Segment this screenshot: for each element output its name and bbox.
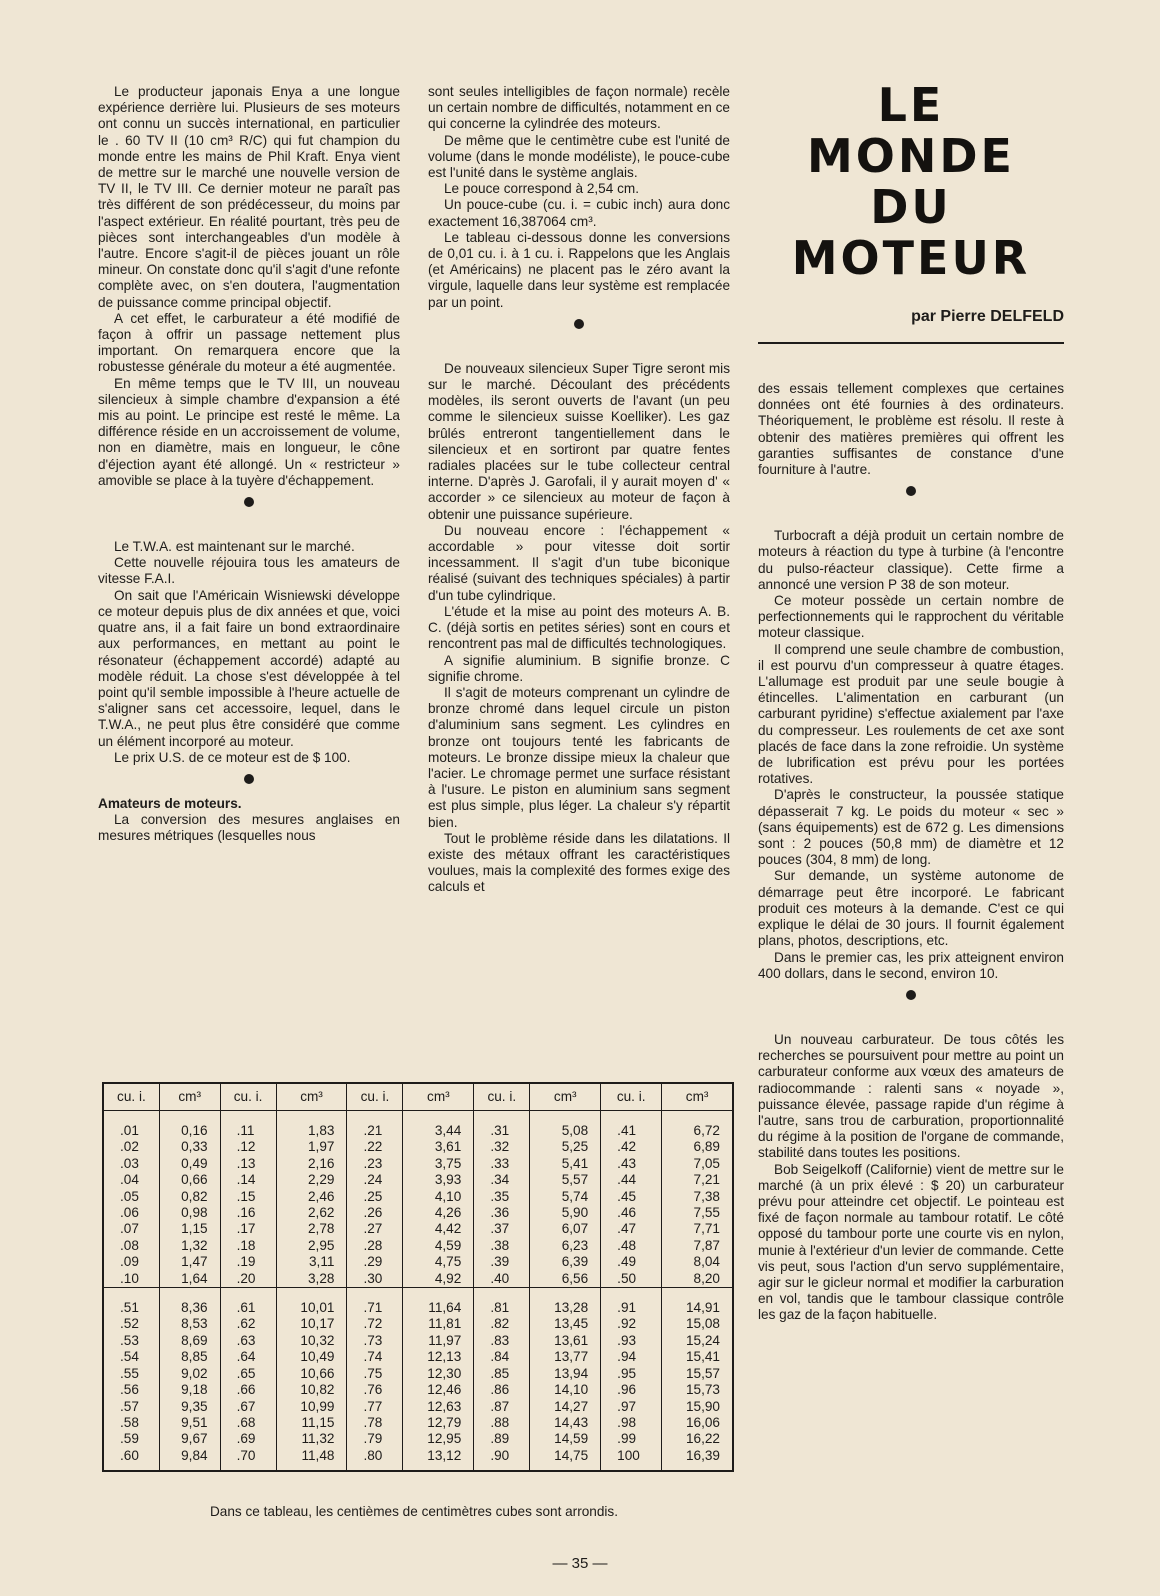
cubic-inch-cell: .99 <box>601 1431 662 1447</box>
cubic-inch-cell: .06 <box>120 1205 139 1221</box>
cubic-cm-cell: 10,17 <box>276 1316 347 1332</box>
column-header: cm³ <box>530 1084 601 1111</box>
paragraph: Le producteur japonais Enya a une longue expérience derrière lui. Plusieurs de ses moteurs ont connu un succès international, en particulier le . 60 TV II (10 cm³ R/C) qui fut champion du monde entre les mains de Phil Kraft. Enya vient de mettre sur le marché une nouvelle version de TV II, le TV III. Ce dernier moteur ne paraît pas très différent de son prédécesseur, du moins par l'aspect extérieur. En réalité pourtant, très peu de pièces sont interchangeables d'un modèle à l'autre. Encore s'agit-il de pièces jouant un rôle mineur. On constate donc qu'il s'agit d'une refonte complète avec, on s'en doutera, l'augmentation de puissance comme principal objectif. <box>98 84 400 310</box>
cubic-cm-cell: 12,30 <box>403 1366 474 1382</box>
cubic-inch-cell: .36 <box>474 1205 530 1221</box>
cubic-inch-cell: .74 <box>347 1349 403 1365</box>
paragraph: Cette nouvelle réjouira tous les amateurs de vitesse F.A.I. <box>98 555 400 587</box>
cubic-cm-cell: 9,18 <box>159 1382 220 1398</box>
cubic-cm-cell: 4,59 <box>403 1238 474 1254</box>
cubic-cm-cell: 4,75 <box>403 1254 474 1270</box>
page-number: — 35 — <box>552 1555 608 1572</box>
cubic-cm-cell: 10,82 <box>276 1382 347 1398</box>
section-bullet <box>906 990 916 1000</box>
table-row <box>104 1221 732 1237</box>
cubic-cm-cell: 11,81 <box>403 1316 474 1332</box>
cubic-inch-cell: .85 <box>474 1366 530 1382</box>
cubic-inch-cell: .01 <box>120 1123 139 1138</box>
cubic-inch-cell: .10 <box>104 1271 159 1288</box>
paragraph: L'étude et la mise au point des moteurs A. B. C. (déjà sortis en petites séries) sont en cours et rencontrent pas mal de difficultés technologiques. <box>428 603 730 652</box>
cubic-inch-cell: .08 <box>120 1237 139 1253</box>
title-line: MONDE <box>807 129 1015 183</box>
cubic-inch-cell: .34 <box>474 1172 530 1188</box>
cubic-inch-cell: .38 <box>474 1238 530 1254</box>
cubic-inch-cell: .24 <box>347 1172 403 1188</box>
table-row <box>104 1431 732 1447</box>
cubic-inch-cell: .54 <box>120 1349 139 1365</box>
cubic-inch-cell: .09 <box>120 1254 139 1270</box>
cubic-cm-cell: 3,44 <box>403 1123 474 1139</box>
cubic-inch-cell: .04 <box>120 1172 139 1188</box>
cubic-inch-cell: .43 <box>601 1156 662 1172</box>
cubic-inch-cell: .42 <box>601 1139 662 1155</box>
column-header: cm³ <box>276 1084 347 1111</box>
cubic-inch-cell: .19 <box>220 1254 276 1270</box>
cubic-inch-cell: .76 <box>347 1382 403 1398</box>
cubic-inch-cell: .48 <box>601 1238 662 1254</box>
paragraph: Dans le premier cas, les prix atteignent environ 400 dollars, dans le second, environ 10. <box>758 949 1064 981</box>
cubic-inch-cell: .45 <box>601 1189 662 1205</box>
paragraph: sont seules intelligibles de façon normale) recèle un certain nombre de difficultés, notamment en ce qui concerne la cylindrée des moteurs. <box>428 84 730 132</box>
table-row <box>104 1189 732 1205</box>
cubic-cm-cell: 11,32 <box>276 1431 347 1447</box>
cubic-cm-cell: 9,51 <box>159 1415 220 1431</box>
cubic-cm-cell: 16,39 <box>662 1448 732 1470</box>
cubic-cm-cell: 7,55 <box>662 1205 732 1221</box>
cubic-inch-cell: .02 <box>120 1139 139 1155</box>
cubic-inch-cell: .20 <box>220 1271 276 1288</box>
table-row <box>104 1399 732 1415</box>
table-row <box>104 1139 732 1155</box>
paragraph: Bob Seigelkoff (Californie) vient de mettre sur le marché (à un prix élevé : $ 20) un carburateur prévu pour atteindre cet objectif. Le pointeau est fixé de façon normale au tambour rotatif. Le côté opposé du tambour porte une courte vis en nylon, munie à l'extérieur d'un levier de commande. Cette vis peut, sous l'action d'un servo supplémentaire, agir sur le gicleur normal et modifier la carburation en vol, tandis que le tambour classique contrôle les gaz de la façon habituelle. <box>758 1161 1064 1323</box>
table-row <box>104 1271 732 1288</box>
section-bullet <box>906 486 916 496</box>
column-header: cm³ <box>662 1084 732 1111</box>
cubic-cm-cell: 15,90 <box>662 1399 732 1415</box>
cubic-cm-cell: 1,64 <box>159 1271 220 1288</box>
cubic-cm-cell: 4,26 <box>403 1205 474 1221</box>
cubic-inch-cell: .68 <box>220 1415 276 1431</box>
cubic-inch-cell: .03 <box>120 1155 139 1171</box>
cubic-cm-cell: 0,98 <box>159 1205 220 1221</box>
table-header-row <box>104 1084 732 1111</box>
cubic-cm-cell: 15,41 <box>662 1349 732 1365</box>
paragraph: des essais tellement complexes que certaines données ont été fournies à des ordinateurs. Théoriquement, le problème est résolu. Il reste à obtenir des matières premières qui offrent les garanties suffisantes de constance d'une fourniture à l'autre. <box>758 381 1064 478</box>
paragraph: On sait que l'Américain Wisniewski développe ce moteur depuis plus de dix années et que, voici quatre ans, il a fait faire un bond extraordinaire aux performances, en mettant au point le résonateur (échappement accordé) adapté au modèle réduit. La chose s'est développée à tel point qu'il semble impossible à l'heure actuelle de s'aligner sans cet accessoire, lequel, dans le T.W.A., ne peut plus être considéré que comme un élément incorporé au moteur. <box>98 587 400 749</box>
cubic-inch-cell: .75 <box>347 1366 403 1382</box>
cubic-cm-cell: 8,85 <box>159 1349 220 1365</box>
table-spacer <box>104 1288 732 1301</box>
table-row <box>104 1316 732 1332</box>
cubic-cm-cell: 3,75 <box>403 1156 474 1172</box>
paragraph: Ce moteur possède un certain nombre de perfectionnements qui le rapprochent du véritable moteur classique. <box>758 593 1064 641</box>
paragraph: Le tableau ci-dessous donne les conversions de 0,01 cu. i. à 1 cu. i. Rappelons que les Anglais (et Américains) ne placent pas le zéro avant la virgule, laquelle dans leur système est remplacée par un point. <box>428 229 730 310</box>
cubic-cm-cell: 8,36 <box>159 1300 220 1316</box>
cubic-inch-cell: .35 <box>474 1189 530 1205</box>
section-bullet <box>574 319 584 329</box>
cubic-inch-cell: .30 <box>347 1271 403 1288</box>
cubic-inch-cell: .71 <box>347 1300 403 1316</box>
table-row <box>104 1238 732 1254</box>
paragraph: D'après le constructeur, la poussée statique dépasserait 7 kg. Le poids du moteur « sec » (sans équipements) est de 672 g. Les dimensions sont : 2 pouces (50,8 mm) de diamètre et 12 pouces (304, 8 mm) de long. <box>758 787 1064 868</box>
cubic-inch-cell: .40 <box>474 1271 530 1288</box>
cubic-inch-cell: .27 <box>347 1221 403 1237</box>
cubic-inch-cell: .39 <box>474 1254 530 1270</box>
cubic-cm-cell: 14,27 <box>530 1399 601 1415</box>
byline: par Pierre DELFELD <box>911 308 1064 325</box>
cubic-inch-cell: .92 <box>601 1316 662 1332</box>
cubic-cm-cell: 15,57 <box>662 1366 732 1382</box>
cubic-cm-cell: 11,48 <box>276 1448 347 1470</box>
cubic-cm-cell: 13,12 <box>403 1448 474 1470</box>
paragraph: A cet effet, le carburateur a été modifié de façon à offrir un passage nettement plus important. On remarquera encore que la robustesse générale du moteur a été augmentée. <box>98 310 400 375</box>
cubic-cm-cell: 9,02 <box>159 1366 220 1382</box>
cubic-cm-cell: 10,49 <box>276 1349 347 1365</box>
table-caption: Dans ce tableau, les centièmes de centimètres cubes sont arrondis. <box>209 1504 619 1519</box>
cubic-inch-cell: .51 <box>120 1300 139 1316</box>
cubic-inch-cell: .70 <box>220 1448 276 1470</box>
cubic-inch-cell: .84 <box>474 1349 530 1365</box>
table-row <box>104 1156 732 1172</box>
cubic-inch-cell: .46 <box>601 1205 662 1221</box>
table-row <box>104 1448 732 1470</box>
cubic-cm-cell: 14,10 <box>530 1382 601 1398</box>
paragraph: Du nouveau encore : l'échappement « accordable » pour vitesse doit sortir incessamment. Il s'agit d'un tube biconique réalisé (suivant des techniques spéciales) à partir d'un tube cylindrique. <box>428 522 730 603</box>
cubic-inch-cell: .47 <box>601 1221 662 1237</box>
title-line: MOTEUR <box>791 231 1031 285</box>
cubic-inch-cell: .78 <box>347 1415 403 1431</box>
cubic-cm-cell: 0,82 <box>159 1189 220 1205</box>
cubic-cm-cell: 14,91 <box>662 1300 732 1316</box>
cubic-cm-cell: 2,95 <box>276 1238 347 1254</box>
cubic-inch-cell: .15 <box>220 1189 276 1205</box>
cubic-inch-cell: .72 <box>347 1316 403 1332</box>
cubic-cm-cell: 6,72 <box>662 1123 732 1139</box>
cubic-cm-cell: 14,43 <box>530 1415 601 1431</box>
cubic-cm-cell: 9,84 <box>159 1448 220 1470</box>
cubic-cm-cell: 10,99 <box>276 1399 347 1415</box>
cubic-inch-cell: .33 <box>474 1156 530 1172</box>
column-header: cu. i. <box>104 1084 159 1111</box>
cubic-cm-cell: 6,23 <box>530 1238 601 1254</box>
table-row <box>104 1366 732 1382</box>
cubic-inch-cell: .12 <box>220 1139 276 1155</box>
paragraph: Un pouce-cube (cu. i. = cubic inch) aura donc exactement 16,387064 cm³. <box>428 197 730 229</box>
cubic-inch-cell: .44 <box>601 1172 662 1188</box>
cubic-inch-cell: .28 <box>347 1238 403 1254</box>
cubic-cm-cell: 0,49 <box>159 1156 220 1172</box>
cubic-inch-cell: .88 <box>474 1415 530 1431</box>
column-header: cu. i. <box>474 1084 530 1111</box>
cubic-cm-cell: 0,33 <box>159 1139 220 1155</box>
cubic-inch-cell: .32 <box>474 1139 530 1155</box>
cubic-cm-cell: 14,59 <box>530 1431 601 1447</box>
cubic-cm-cell: 15,73 <box>662 1382 732 1398</box>
cubic-cm-cell: 7,05 <box>662 1156 732 1172</box>
cubic-inch-cell: .67 <box>220 1399 276 1415</box>
cubic-inch-cell: .22 <box>347 1139 403 1155</box>
cubic-cm-cell: 3,61 <box>403 1139 474 1155</box>
cubic-inch-cell: .37 <box>474 1221 530 1237</box>
paragraph: La conversion des mesures anglaises en mesures métriques (lesquelles nous <box>98 812 400 844</box>
title-rule <box>758 342 1064 344</box>
table-row <box>104 1382 732 1398</box>
cubic-inch-cell: .50 <box>601 1271 662 1288</box>
cubic-cm-cell: 5,25 <box>530 1139 601 1155</box>
table-body <box>104 1111 732 1471</box>
cubic-inch-cell: .21 <box>347 1123 403 1139</box>
cubic-cm-cell: 2,62 <box>276 1205 347 1221</box>
cubic-cm-cell: 6,56 <box>530 1271 601 1288</box>
cubic-cm-cell: 5,90 <box>530 1205 601 1221</box>
paragraph: De même que le centimètre cube est l'unité de volume (dans le monde modéliste), le pouce-cube est l'unité dans le système anglais. <box>428 132 730 181</box>
cubic-cm-cell: 5,57 <box>530 1172 601 1188</box>
cubic-inch-cell: .61 <box>220 1300 276 1316</box>
paragraph: A signifie aluminium. B signifie bronze. C signifie chrome. <box>428 652 730 684</box>
cubic-cm-cell: 5,08 <box>530 1123 601 1139</box>
cubic-cm-cell: 9,35 <box>159 1399 220 1415</box>
cubic-cm-cell: 7,87 <box>662 1238 732 1254</box>
cubic-cm-cell: 11,64 <box>403 1300 474 1316</box>
cubic-inch-cell: .66 <box>220 1382 276 1398</box>
cubic-cm-cell: 13,94 <box>530 1366 601 1382</box>
cubic-inch-cell: .79 <box>347 1431 403 1447</box>
cubic-inch-cell: .89 <box>474 1431 530 1447</box>
cubic-inch-cell: .14 <box>220 1172 276 1188</box>
cubic-inch-cell: .56 <box>120 1382 139 1398</box>
title-line: DU <box>870 180 952 234</box>
cubic-inch-cell: .62 <box>220 1316 276 1332</box>
column-header: cm³ <box>403 1084 474 1111</box>
paragraph: Un nouveau carburateur. De tous côtés les recherches se poursuivent pour mettre au point un carburateur conforme aux vœux des amateurs de radiocommande : ralenti sans « noyade », puissance élevée, passage rapide d'un régime à l'autre, sans trou de carburation, proportionnalité du régime à la position de l'organe de commande, stabilité dans toutes les positions. <box>758 1031 1064 1161</box>
cubic-inch-cell: .97 <box>601 1399 662 1415</box>
cubic-inch-cell: .80 <box>347 1448 403 1470</box>
table-row <box>104 1300 732 1316</box>
cubic-cm-cell: 1,32 <box>159 1238 220 1254</box>
section-subhead: Amateurs de moteurs. <box>98 795 242 811</box>
conversion-table <box>102 1082 734 1472</box>
cubic-cm-cell: 8,69 <box>159 1333 220 1349</box>
cubic-cm-cell: 3,11 <box>276 1254 347 1270</box>
paragraph: De nouveaux silencieux Super Tigre seront mis sur le marché. Découlant des précédents modèles, ils seront ouverts de l'avant (un peu comme le silencieux suisse Koelliker). Les gaz brûlés entreront tangentiellement dans le silencieux et en sortiront par quatre fentes radiales placées sur le tube collecteur central interne. D'après J. Garofali, il y aurait moyen d' « accorder » ce silencieux au moteur de façon à obtenir une puissance supérieure. <box>428 360 730 522</box>
cubic-cm-cell: 1,15 <box>159 1221 220 1237</box>
cubic-inch-cell: .26 <box>347 1205 403 1221</box>
cubic-cm-cell: 16,22 <box>662 1431 732 1447</box>
cubic-cm-cell: 10,32 <box>276 1333 347 1349</box>
cubic-cm-cell: 10,66 <box>276 1366 347 1382</box>
cubic-cm-cell: 7,71 <box>662 1221 732 1237</box>
cubic-inch-cell: .93 <box>601 1333 662 1349</box>
cubic-inch-cell: .69 <box>220 1431 276 1447</box>
cubic-cm-cell: 1,97 <box>276 1139 347 1155</box>
cubic-inch-cell: .16 <box>220 1205 276 1221</box>
cubic-inch-cell: .55 <box>120 1365 139 1381</box>
paragraph: Il s'agit de moteurs comprenant un cylindre de bronze chromé dans lequel circule un piston d'aluminium sans segment. Les cylindres en bronze ont toujours tenté les fabricants de moteurs. Le bronze dissipe mieux la chaleur que l'acier. Le chromage permet une surface résistant à l'usure. Le piston en aluminium sans segment est plus simple, plus léger. La chaleur s'y répartit bien. <box>428 684 730 830</box>
paragraph: Le T.W.A. est maintenant sur le marché. <box>114 539 355 555</box>
cubic-inch-cell: .57 <box>120 1398 139 1414</box>
cubic-cm-cell: 13,45 <box>530 1316 601 1332</box>
paragraph: Le pouce correspond à 2,54 cm. <box>444 181 639 197</box>
cubic-cm-cell: 13,61 <box>530 1333 601 1349</box>
table-row <box>104 1333 732 1349</box>
cubic-cm-cell: 1,83 <box>276 1123 347 1139</box>
table-spacer <box>104 1111 732 1124</box>
cubic-inch-cell: .60 <box>120 1447 139 1463</box>
cubic-inch-cell: 100 <box>601 1448 662 1470</box>
column-header: cu. i. <box>601 1084 662 1111</box>
cubic-inch-cell: .96 <box>601 1382 662 1398</box>
cubic-inch-cell: .18 <box>220 1238 276 1254</box>
cubic-inch-cell: .41 <box>601 1123 662 1139</box>
cubic-inch-cell: .29 <box>347 1254 403 1270</box>
cubic-inch-cell: .13 <box>220 1156 276 1172</box>
title-line: LE <box>877 78 945 132</box>
cubic-inch-cell: .59 <box>120 1431 139 1447</box>
cubic-inch-cell: .63 <box>220 1333 276 1349</box>
cubic-inch-cell: .86 <box>474 1382 530 1398</box>
cubic-cm-cell: 16,06 <box>662 1415 732 1431</box>
paragraph: Il comprend une seule chambre de combustion, il est pourvu d'un compresseur à quatre étages. L'allumage est produit par une seule bougie à étincelles. L'alimentation en carburant (un carburant pyridine) s'effectue axialement par l'axe du compresseur. Les roulements de cet axe sont placés de face dans la zone refroidie. Un système de lubrification est prévu pour les portées rotatives. <box>758 641 1064 787</box>
cubic-inch-cell: .81 <box>474 1300 530 1316</box>
cubic-inch-cell: .65 <box>220 1366 276 1382</box>
paragraph: Turbocraft a déjà produit un certain nombre de moteurs à réaction du type à turbine (à l'encontre du pulso-réacteur classique). Cette firme a annoncé une version P 38 de son moteur. <box>758 528 1064 592</box>
section-bullet <box>244 774 254 784</box>
cubic-cm-cell: 12,13 <box>403 1349 474 1365</box>
cubic-cm-cell: 5,74 <box>530 1189 601 1205</box>
cubic-inch-cell: .07 <box>120 1221 139 1237</box>
cubic-inch-cell: .77 <box>347 1399 403 1415</box>
column-1 <box>98 84 400 845</box>
paragraph: En même temps que le TV III, un nouveau silencieux à simple chambre d'expansion a été mis au point. Le principe est resté le même. La différence réside en un accroissement de volume, non en diamètre, mais en longueur, le cône d'éjection ayant été allongé. Un « restricteur » amovible se place à la tuyère d'échappement. <box>98 375 400 488</box>
column-2 <box>428 84 730 896</box>
cubic-inch-cell: .91 <box>601 1300 662 1316</box>
cubic-cm-cell: 14,75 <box>530 1448 601 1470</box>
table-row <box>104 1254 732 1270</box>
cubic-cm-cell: 10,01 <box>276 1300 347 1316</box>
cubic-inch-cell: .52 <box>120 1316 139 1332</box>
cubic-cm-cell: 6,39 <box>530 1254 601 1270</box>
cubic-cm-cell: 5,41 <box>530 1156 601 1172</box>
cubic-inch-cell: .73 <box>347 1333 403 1349</box>
cubic-cm-cell: 4,10 <box>403 1189 474 1205</box>
cubic-cm-cell: 2,29 <box>276 1172 347 1188</box>
cubic-cm-cell: 2,78 <box>276 1221 347 1237</box>
cubic-cm-cell: 6,07 <box>530 1221 601 1237</box>
cubic-cm-cell: 9,67 <box>159 1431 220 1447</box>
paragraph: Le prix U.S. de ce moteur est de $ 100. <box>114 749 351 765</box>
cubic-inch-cell: .83 <box>474 1333 530 1349</box>
column-header: cu. i. <box>220 1084 276 1111</box>
cubic-cm-cell: 2,16 <box>276 1156 347 1172</box>
table-row <box>104 1415 732 1431</box>
cubic-cm-cell: 0,16 <box>159 1123 220 1139</box>
cubic-cm-cell: 4,92 <box>403 1271 474 1288</box>
cubic-inch-cell: .64 <box>220 1349 276 1365</box>
cubic-inch-cell: .23 <box>347 1156 403 1172</box>
cubic-inch-cell: .98 <box>601 1415 662 1431</box>
cubic-cm-cell: 12,95 <box>403 1431 474 1447</box>
cubic-cm-cell: 15,24 <box>662 1333 732 1349</box>
cubic-inch-cell: .25 <box>347 1189 403 1205</box>
section-bullet <box>244 497 254 507</box>
cubic-cm-cell: 3,28 <box>276 1271 347 1288</box>
column-header: cm³ <box>159 1084 220 1111</box>
cubic-cm-cell: 3,93 <box>403 1172 474 1188</box>
cubic-inch-cell: .87 <box>474 1399 530 1415</box>
cubic-inch-cell: .53 <box>120 1332 139 1348</box>
table-row <box>104 1172 732 1188</box>
cubic-inch-cell: .31 <box>474 1123 530 1139</box>
cubic-inch-cell: .11 <box>220 1123 276 1139</box>
table-row <box>104 1123 732 1139</box>
cubic-cm-cell: 11,15 <box>276 1415 347 1431</box>
cubic-cm-cell: 6,89 <box>662 1139 732 1155</box>
cubic-cm-cell: 11,97 <box>403 1333 474 1349</box>
column-header: cu. i. <box>347 1084 403 1111</box>
cubic-cm-cell: 12,63 <box>403 1399 474 1415</box>
cubic-cm-cell: 12,79 <box>403 1415 474 1431</box>
table-row <box>104 1205 732 1221</box>
cubic-cm-cell: 7,38 <box>662 1189 732 1205</box>
cubic-cm-cell: 13,77 <box>530 1349 601 1365</box>
cubic-cm-cell: 8,04 <box>662 1254 732 1270</box>
paragraph: Sur demande, un système autonome de démarrage peut être incorporé. Le fabricant produit ces moteurs à la demande. C'est ce qui explique le délai de 30 jours. Il fournit également plans, photos, descriptions, etc. <box>758 868 1064 949</box>
cubic-cm-cell: 7,21 <box>662 1172 732 1188</box>
article-title-block <box>758 80 1064 344</box>
cubic-inch-cell: .82 <box>474 1316 530 1332</box>
column-3 <box>758 381 1064 1324</box>
cubic-inch-cell: .17 <box>220 1221 276 1237</box>
cubic-cm-cell: 15,08 <box>662 1316 732 1332</box>
cubic-cm-cell: 8,20 <box>662 1271 732 1288</box>
cubic-cm-cell: 2,46 <box>276 1189 347 1205</box>
cubic-cm-cell: 13,28 <box>530 1300 601 1316</box>
cubic-cm-cell: 12,46 <box>403 1382 474 1398</box>
cubic-inch-cell: .95 <box>601 1366 662 1382</box>
cubic-inch-cell: .90 <box>474 1448 530 1470</box>
cubic-cm-cell: 1,47 <box>159 1254 220 1270</box>
cubic-cm-cell: 4,42 <box>403 1221 474 1237</box>
cubic-cm-cell: 8,53 <box>159 1316 220 1332</box>
cubic-inch-cell: .58 <box>120 1414 139 1430</box>
table-row <box>104 1349 732 1365</box>
cubic-cm-cell: 0,66 <box>159 1172 220 1188</box>
cubic-inch-cell: .05 <box>120 1188 139 1204</box>
paragraph: Tout le problème réside dans les dilatations. Il existe des métaux offrant les caractéristiques voulues, mais la complexité des formes exige des calculs et <box>428 830 730 895</box>
cubic-inch-cell: .49 <box>601 1254 662 1270</box>
cubic-inch-cell: .94 <box>601 1349 662 1365</box>
